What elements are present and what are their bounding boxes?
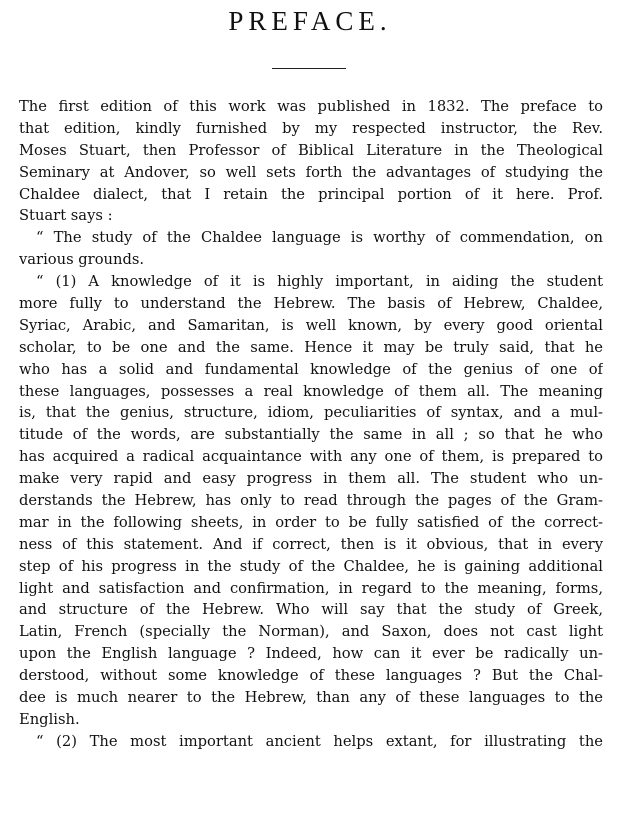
text-line: “ (2) The most important ancient helps extant, for illustrating the xyxy=(36,732,603,750)
text-line: these languages, possesses a real knowledge of them all. The meaning xyxy=(19,382,603,400)
text-line: that edition, kindly furnished by my respected instructor, the Rev. xyxy=(19,119,603,137)
text-line: derstood, without some knowledge of these languages ? But the Chal- xyxy=(19,667,603,685)
text-line: “ The study of the Chaldee language is worthy of commendation, on xyxy=(36,229,603,247)
text-line: Syriac, Arabic, and Samaritan, is well known, by every good oriental xyxy=(19,316,603,334)
text-line: “ (1) A knowledge of it is highly important, in aiding the student xyxy=(36,273,603,291)
text-line: derstands the Hebrew, has only to read through the pages of the Gram- xyxy=(19,492,603,510)
text-line: ness of this statement. And if correct, then is it obvious, that in every xyxy=(19,535,603,553)
text-line: Chaldee dialect, that I retain the principal portion of it here. Prof. xyxy=(19,185,603,203)
text-line: mar in the following sheets, in order to be fully satisfied of the correct- xyxy=(19,513,603,531)
text-line: more fully to understand the Hebrew. The basis of Hebrew, Chaldee, xyxy=(19,295,603,313)
page-title: PREFACE. xyxy=(228,6,392,36)
text-line: step of his progress in the study of the Chaldee, he is gaining additional xyxy=(19,557,603,575)
text-line: is, that the genius, structure, idiom, peculiarities of syntax, and a mul- xyxy=(19,404,603,422)
text-line: Seminary at Andover, so well sets forth the advantages of studying the xyxy=(19,163,603,181)
text-line: Stuart says : xyxy=(19,207,113,225)
text-line: light and satisfaction and confirmation, in regard to the meaning, forms, xyxy=(19,579,603,597)
preface-body xyxy=(19,96,603,753)
text-line: upon the English language ? Indeed, how can it ever be radically un- xyxy=(19,645,603,663)
text-line: has acquired a radical acquaintance with any one of them, is prepared to xyxy=(19,448,603,466)
text-line: scholar, to be one and the same. Hence it may be truly said, that he xyxy=(19,338,603,356)
text-line: Latin, French (specially the Norman), and Saxon, does not cast light xyxy=(19,623,603,641)
text-line: Moses Stuart, then Professor of Biblical Literature in the Theological xyxy=(19,141,603,159)
text-line: The first edition of this work was published in 1832. The preface to xyxy=(19,98,603,115)
title-divider xyxy=(272,68,346,69)
text-line: English. xyxy=(19,710,80,728)
text-line: and structure of the Hebrew. Who will say that the study of Greek, xyxy=(19,601,603,619)
text-line: various grounds. xyxy=(19,251,145,269)
text-line: titude of the words, are substantially the same in all ; so that he who xyxy=(19,426,603,444)
text-line: dee is much nearer to the Hebrew, than any of these languages to the xyxy=(19,689,603,707)
text-line: who has a solid and fundamental knowledge of the genius of one of xyxy=(19,360,603,378)
text-line: make very rapid and easy progress in them all. The student who un- xyxy=(19,470,603,488)
